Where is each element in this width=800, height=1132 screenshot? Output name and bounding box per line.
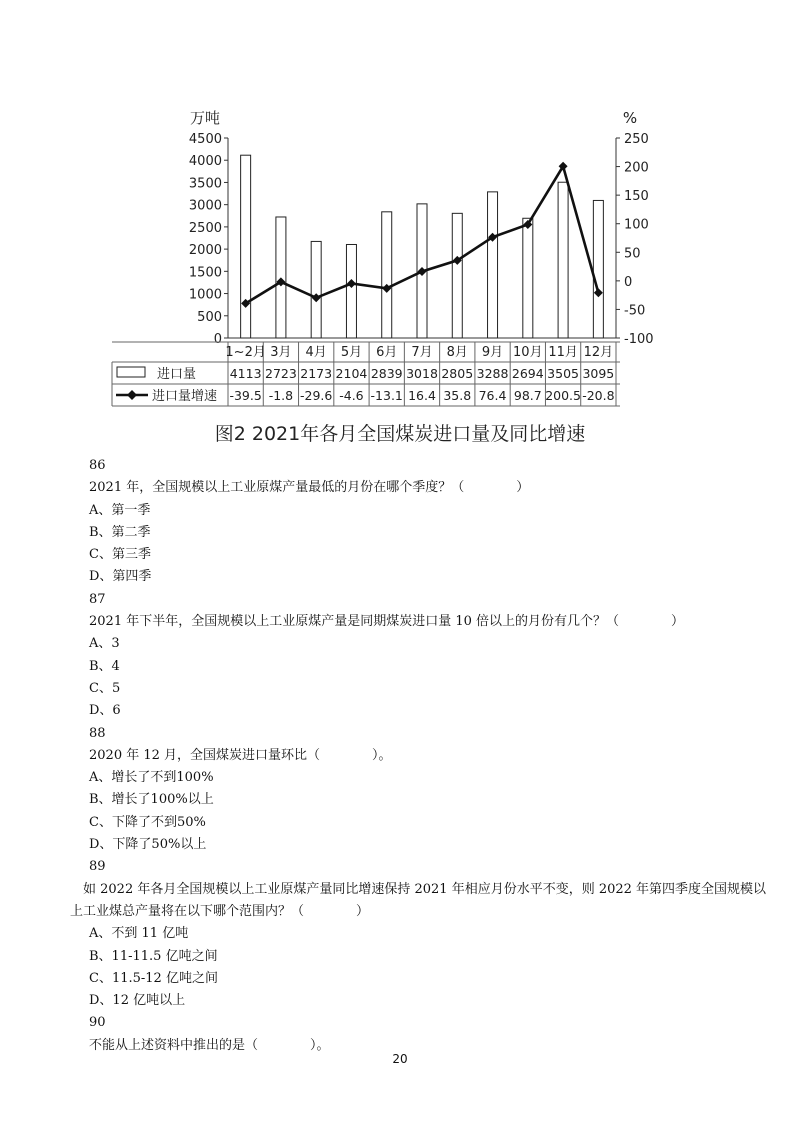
answer-option[interactable]: D、12 亿吨以上 [89,993,186,1009]
answer-option[interactable]: D、6 [89,703,121,719]
table-bar-value: 2805 [441,366,474,381]
bar-9 [523,218,533,338]
table-bar-value: 2173 [300,366,333,381]
left-tick-label: 4500 [188,132,222,147]
answer-option[interactable]: B、第二季 [89,524,151,540]
category-label: 11月 [548,345,578,360]
table-growth-value: 98.7 [513,388,542,403]
table-bar-value: 3018 [406,366,438,381]
answer-option[interactable]: B、4 [89,658,120,674]
left-axis-unit: 万吨 [189,109,221,127]
table-bar-value: 3095 [582,366,615,381]
answer-option[interactable]: C、下降了不到50% [89,814,206,830]
table-bar-value: 3288 [476,366,509,381]
answer-option[interactable]: A、不到 11 亿吨 [89,926,189,942]
category-label: 4月 [305,345,327,360]
right-tick-label: 250 [624,132,649,147]
category-label: 12月 [583,345,614,360]
left-tick-label: 3500 [188,176,222,192]
category-label: 3月 [270,345,292,360]
left-tick-label: 2500 [188,220,222,236]
category-label: 8月 [446,345,468,360]
answer-option[interactable]: D、第四季 [89,569,152,585]
category-label: 5月 [340,345,363,360]
category-label: 6月 [376,345,398,360]
right-tick-label: 0 [624,274,633,290]
left-tick-label: 0 [213,332,222,347]
table-growth-value: -4.6 [339,388,364,403]
table-bar-value: 2104 [335,366,368,381]
table-growth-value: -1.8 [268,388,294,403]
table-growth-value: 200.5 [545,388,581,403]
question-number: 87 [89,591,106,607]
table-bar-value: 2694 [511,366,544,381]
bar-8 [488,192,498,338]
legend-bar-label: 进口量 [157,367,197,382]
table-growth-value: -13.1 [370,388,403,403]
bar-10 [558,182,568,338]
question-number: 90 [89,1015,106,1031]
answer-option[interactable]: C、11.5-12 亿吨之间 [89,970,218,986]
figure-caption: 图2 2021年各月全国煤炭进口量及同比增速 [214,423,586,445]
left-tick-label: 1500 [188,265,222,281]
answer-option[interactable]: C、第三季 [89,547,151,563]
answer-option[interactable]: C、5 [89,680,121,696]
answer-option[interactable]: A、3 [89,636,120,652]
category-label: 9月 [481,345,504,360]
question-stem: 2021 年，全国规模以上工业原煤产量最低的月份在哪个季度？（ ） [89,480,530,496]
table-growth-value: -29.6 [300,388,333,403]
table-bar-value: 4113 [229,366,262,381]
left-tick-label: 2000 [188,243,222,259]
question-number: 86 [89,458,106,473]
question-list [70,455,779,1057]
category-label: 1~2月 [225,345,266,360]
answer-option[interactable]: A、第一季 [89,502,151,518]
category-label: 7月 [411,345,433,360]
right-tick-label: -100 [624,332,654,347]
legend-line-marker [127,390,137,400]
answer-option[interactable]: B、11-11.5 亿吨之间 [89,948,218,964]
right-tick-label: 200 [624,160,649,176]
bar-3 [311,241,321,338]
right-tick-label: 100 [624,217,649,233]
right-tick-label: 50 [624,246,641,262]
table-growth-value: 76.4 [478,388,507,403]
table-bar-value: 2723 [265,366,297,381]
right-tick-label: 150 [624,189,649,205]
question-stem: 2021 年下半年，全国规模以上工业原煤产量是同期煤炭进口量 10 倍以上的月份有几个？（ ） [89,614,685,630]
table-growth-value: -39.5 [229,388,262,403]
right-axis-unit: % [622,109,638,127]
table-growth-value: 16.4 [408,388,436,403]
answer-option[interactable]: D、下降了50%以上 [89,837,207,853]
answer-option[interactable]: A、增长了不到100% [89,770,214,786]
table-bar-value: 3505 [547,366,579,381]
bar-1 [241,155,251,338]
left-tick-label: 4000 [188,154,222,170]
bar-11 [593,200,603,338]
left-tick-label: 500 [197,309,222,325]
table-growth-value: -20.8 [582,388,615,403]
category-label: 10月 [513,345,543,360]
question-number: 89 [89,859,106,875]
legend-bar-swatch [117,367,145,377]
question-number: 88 [89,725,106,741]
table-growth-value: 35.8 [443,388,472,403]
question-stem: 如 2022 年各月全国规模以上工业原煤产量同比增速保持 2021 年相应月份水平不变，则 2022 年第四季度全国规模以上工业煤总产量将在以下哪个范围内？（ ） [70,881,767,919]
left-tick-label: 3000 [188,198,222,214]
bar-7 [452,213,462,338]
legend-line-label: 进口量增速 [152,389,218,404]
left-tick-label: 1000 [188,287,222,303]
answer-option[interactable]: B、增长了100%以上 [89,792,214,808]
coal-import-chart [0,0,800,420]
question-stem: 不能从上述资料中推出的是（ ）。 [89,1037,330,1053]
bar-5 [382,212,392,338]
right-tick-label: -50 [624,303,646,319]
table-bar-value: 2839 [370,366,403,381]
page-number: 20 [392,1052,408,1066]
question-stem: 2020 年 12 月，全国煤炭进口量环比（ ）。 [89,747,392,763]
bar-4 [346,244,356,338]
